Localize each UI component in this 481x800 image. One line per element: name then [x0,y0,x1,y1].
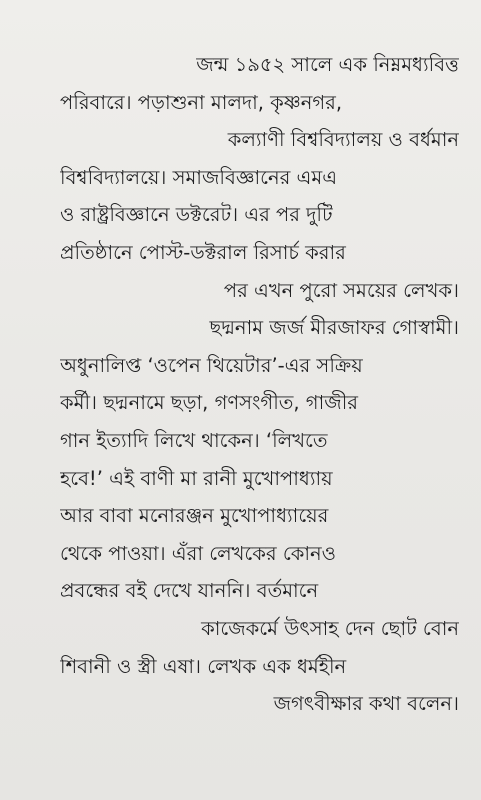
bio-line: বিশ্ববিদ্যালয়ে। সমাজবিজ্ঞানের এমএ [60,165,338,189]
bio-line: কল্যাণী বিশ্ববিদ্যালয় ও বর্ধমান [227,128,459,152]
bio-line: কাজেকর্মে উৎসাহ দেন ছোট বোন [201,616,459,640]
bio-line: শিবানী ও স্ত্রী এষা। লেখক এক ধর্মহীন [60,654,347,678]
author-bio [60,46,459,723]
bio-line: থেকে পাওয়া। এঁরা লেখকের কোনও [60,541,337,565]
bio-line: পর এখন পুরো সময়ের লেখক। [223,278,459,302]
bio-line: জন্ম ১৯৫২ সালে এক নিম্নমধ্যবিত্ত [196,53,459,76]
bio-line: পরিবারে। পড়াশুনা মালদা, কৃষ্ণনগর, [60,90,343,114]
bio-line: ও রাষ্ট্রবিজ্ঞানে ডক্টরেট। এর পর দুটি [60,203,333,227]
bio-line: হবে!’ এই বাণী মা রানী মুখোপাধ্যায় [60,466,333,490]
bio-line: অধুনালিপ্ত ‘ওপেন থিয়েটার’-এর সক্রিয় [60,353,363,377]
bio-line: প্রবন্ধের বই দেখে যাননি। বর্তমানে [60,579,319,603]
bio-line: আর বাবা মনোরঞ্জন মুখোপাধ্যায়ের [60,504,329,528]
bio-line: প্রতিষ্ঠানে পোস্ট-ডক্টরাল রিসার্চ করার [60,240,346,264]
bio-line: জগৎবীক্ষার কথা বলেন। [273,692,459,716]
bio-line: কর্মী। ছদ্মনামে ছড়া, গণসংগীত, গাজীর [60,391,358,415]
bio-line: ছদ্মনাম জর্জ মীরজাফর গোস্বামী। [209,316,459,340]
bio-line: গান ইত্যাদি লিখে থাকেন। ‘লিখতে [60,428,328,452]
